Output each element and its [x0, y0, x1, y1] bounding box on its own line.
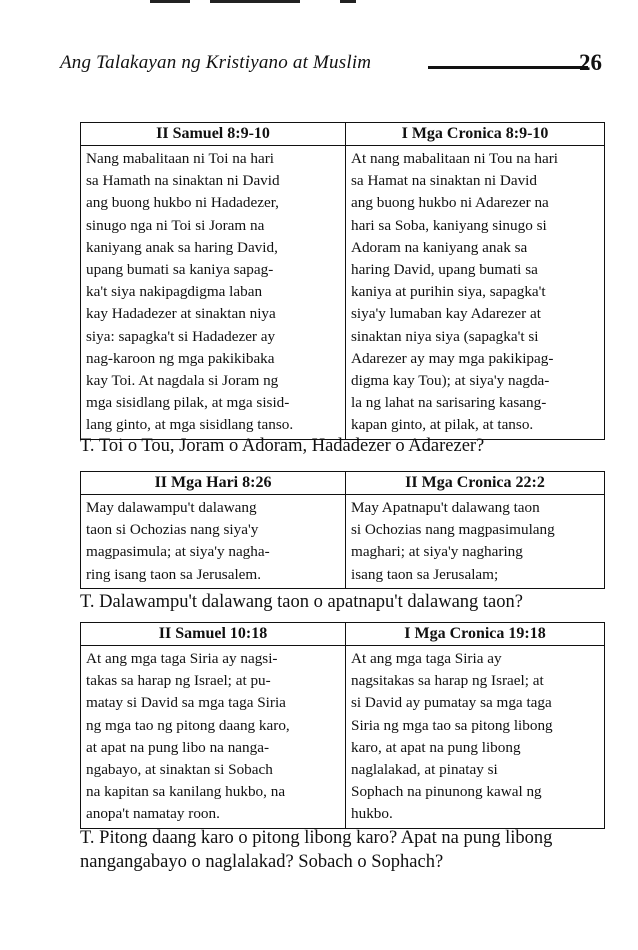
table-3-left-heading: II Samuel 10:18: [81, 623, 346, 646]
table-1-right-heading: I Mga Cronica 8:9-10: [346, 123, 605, 146]
comparison-table-1: [80, 122, 605, 440]
top-edge-mark: [150, 0, 360, 4]
table-1-right-passage: At nang mabalitaan ni Tou na hari sa Hamat na sinaktan ni David ang buong hukbo ni Adarezer na hari sa Soba, kaniyang sinugo si Adoram na kaniyang anak sa haring David, upang bumati sa kaniya at purihin siya, sapagka't siya'y lumaban kay Adarezer at sinaktan niya siya (sapagka't si Adarezer ay may mga pakikipag- digma kay Tou); at siya'y nagda- la ng lahat na sarisaring kasang- kapan ginto, at pilak, at tanso.: [346, 146, 605, 440]
book-title: Ang Talakayan ng Kristiyano at Muslim: [60, 52, 372, 73]
table-1-left-passage: Nang mabalitaan ni Toi na hari sa Hamath na sinaktan ni David ang buong hukbo ni Hadadezer, sinugo nga ni Toi si Joram na kaniyang anak sa haring David, upang bumati sa kaniya sapag- ka't siya nakipagdigma laban kay Hadadezer at sinaktan niya siya: sapagka't si Hadadezer ay nag-karoon ng mga pakikibaka kay Toi. At nagdala si Joram ng mga sisidlang pilak, at mga sisid- lang ginto, at mga sisidlang tanso.: [81, 146, 346, 440]
table-2-left-passage: May dalawampu't dalawang taon si Ochozias nang siya'y magpasimula; at siya'y nagha- ring isang taon sa Jerusalem.: [81, 495, 346, 589]
table-3-right-heading: I Mga Cronica 19:18: [346, 623, 605, 646]
page-number: 26: [579, 50, 602, 75]
header-rule: [428, 66, 588, 69]
comparison-table-3: [80, 622, 605, 829]
table-2-right-passage: May Apatnapu't dalawang taon si Ochozias nang magpasimulang maghari; at siya'y nagharing isang taon sa Jerusalam;: [346, 495, 605, 589]
table-3-right-passage: At ang mga taga Siria ay nagsitakas sa harap ng Israel; at si David ay pumatay sa mga taga Siria ng mga tao sa pitong libong karo, at apat na pung libong naglalakad, at pinatay si Sophach na pinunong kawal ng hukbo.: [346, 646, 605, 829]
table-2-left-heading: II Mga Hari 8:26: [81, 472, 346, 495]
question-1: T. Toi o Tou, Joram o Adoram, Hadadezer o Adarezer?: [80, 436, 485, 456]
table-2-right-heading: II Mga Cronica 22:2: [346, 472, 605, 495]
running-header: [60, 52, 602, 82]
question-2: T. Dalawampu't dalawang taon o apatnapu't dalawang taon?: [80, 592, 523, 612]
comparison-table-2: [80, 471, 605, 589]
table-3-left-passage: At ang mga taga Siria ay nagsi- takas sa harap ng Israel; at pu- matay si David sa mga taga Siria ng mga tao ng pitong daang karo, at apat na pung libo na nanga- ngabayo, at sinaktan si Sobach na kapitan sa kanilang hukbo, na anopa't namatay roon.: [81, 646, 346, 829]
table-1-left-heading: II Samuel 8:9-10: [81, 123, 346, 146]
question-3: T. Pitong daang karo o pitong libong karo? Apat na pung libong nangangabayo o naglalakad? Sobach o Sophach?: [80, 828, 553, 872]
